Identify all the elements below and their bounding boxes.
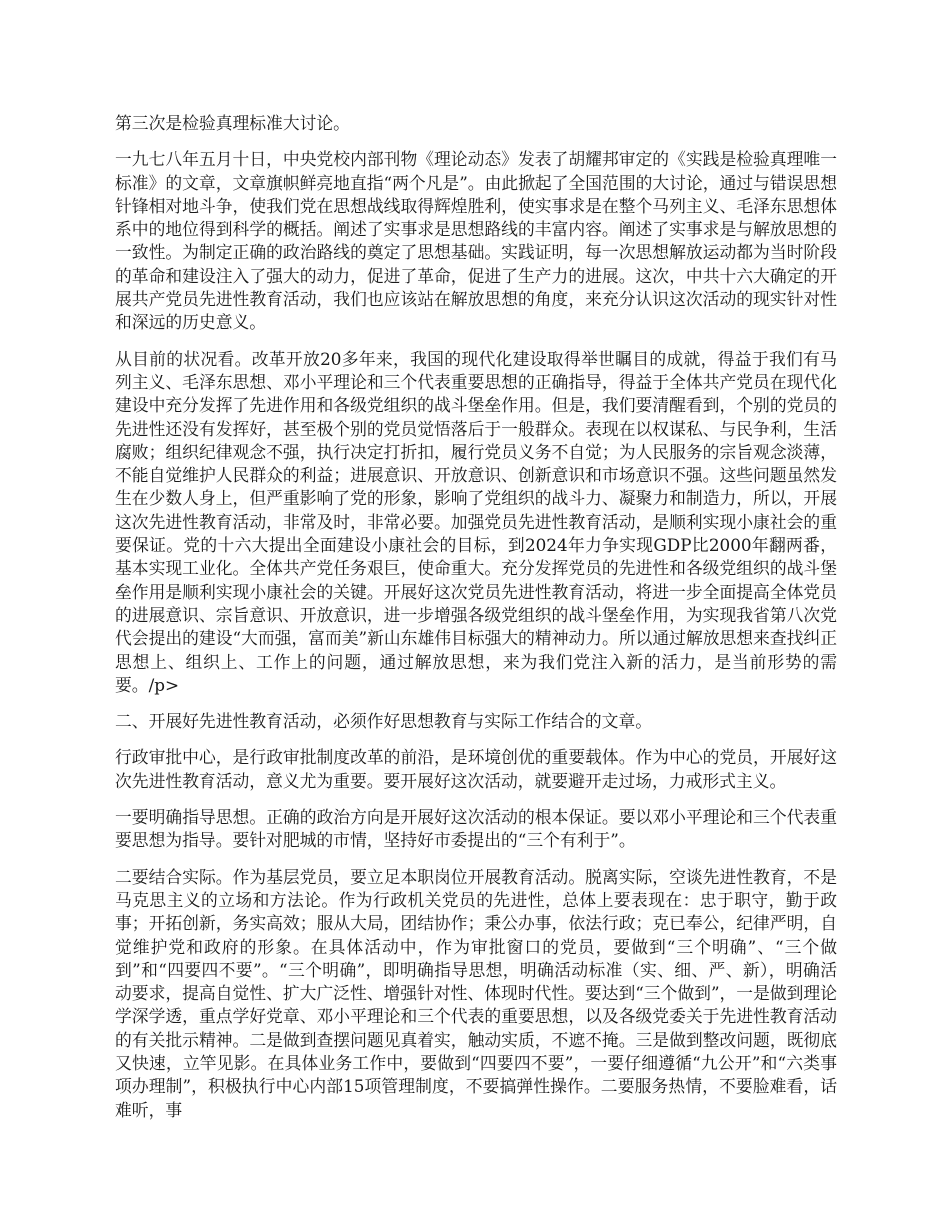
document-body xyxy=(115,112,837,1135)
paragraph-guiding-thought: 一要明确指导思想。正确的政治方向是开展好这次活动的根本保证。要以邓小平理论和三个代表重要思想为指导。要针对肥城的市情，坚持好市委提出的“三个有利于”。 xyxy=(115,807,837,851)
paragraph-1978-theory-dynamics: 一九七八年五月十日，中央党校内部刊物《理论动态》发表了胡耀邦审定的《实践是检验真理唯一标准》的文章，文章旗帜鲜亮地直指“两个凡是”。由此掀起了全国范围的大讨论，通过与错误思想针锋相对地斗争，使我们党在思想战线取得辉煌胜利，使实事求是在整个马列主义、毛泽东思想体系中的地位得到科学的概括。阐述了实事求是思想路线的丰富内容。阐述了实事求是与解放思想的一致性。为制定正确的政治路线的奠定了思想基础。实践证明，每一次思想解放运动都为当时阶段的革命和建设注入了强大的动力，促进了革命，促进了生产力的进展。这次，中共十六大确定的开展共产党员先进性教育活动，我们也应该站在解放思想的角度，来充分认识这次活动的现实针对性和深远的历史意义。 xyxy=(115,149,837,333)
paragraph-approval-center: 行政审批中心，是行政审批制度改革的前沿，是环境创优的重要载体。作为中心的党员，开展好这次先进性教育活动，意义尤为重要。要开展好这次活动，就要避开走过场，力戒形式主义。 xyxy=(115,747,837,791)
paragraph-intro-third-discussion: 第三次是检验真理标准大讨论。 xyxy=(115,113,350,133)
paragraph-current-situation: 从目前的状况看。改革开放20多年来，我国的现代化建设取得举世瞩目的成就，得益于我们有马列主义、毛泽东思想、邓小平理论和三个代表重要思想的正确指导，得益于全体共产党员在现代化建设中充分发挥了先进作用和各级党组织的战斗堡垒作用。但是，我们要清醒看到，个别的党员的先进性还没有发挥好，甚至极个别的党员觉悟落后于一般群众。表现在以权谋私、与民争利，生活腐败；组织纪律观念不强，执行决定打折扣，履行党员义务不自觉；为人民服务的宗旨观念淡薄，不能自觉维护人民群众的利益；进展意识、开放意识、创新意识和市场意识不强。这些问题虽然发生在少数人身上，但严重影响了党的形象，影响了党组织的战斗力、凝聚力和制造力，所以，开展这次先进性教育活动，非常及时，非常必要。加强党员先进性教育活动，是顺利实现小康社会的重要保证。党的十六大提出全面建设小康社会的目标，到2024年力争实现GDP比2000年翻两番，基本实现工业化。全体共产党任务艰巨，使命重大。充分发挥党员的先进性和各级党组织的战斗堡垒作用是顺利实现小康社会的关键。开展好这次党员先进性教育活动，将进一步全面提高全体党员的进展意识、宗旨意识、开放意识，进一步增强各级党组织的战斗堡垒作用，为实现我省第八次党代会提出的建设“大而强，富而美”新山东雄伟目标强大的精神动力。所以通过解放思想来查找纠正思想上、组织上、工作上的问题，通过解放思想，来为我们党注入新的活力，是当前形势的需要。/p> xyxy=(115,348,837,695)
section-heading-two: 二、开展好先进性教育活动，必须作好思想教育与实际工作结合的文章。 xyxy=(115,711,653,732)
paragraph-combine-practice: 二要结合实际。作为基层党员，要立足本职岗位开展教育活动。脱离实际，空谈先进性教育，不是马克思主义的立场和方法论。作为行政机关党员的先进性，总体上要表现在：忠于职守，勤于政事；开拓创新，务实高效；服从大局，团结协作；秉公办事，依法行政；克已奉公，纪律严明，自觉维护党和政府的形象。在具体活动中，作为审批窗口的党员，要做到“三个明确”、“三个做到”和“四要四不要”。“三个明确”，即明确指导思想，明确活动标准（实、细、严、新），明确活动要求，提高自觉性、扩大广泛性、增强针对性、体现时代性。要达到“三个做到”，一是做到理论学深学透，重点学好党章、邓小平理论和三个代表的重要思想，以及各级党委关于先进性教育活动的有关批示精神。二是做到查摆问题见真着实，触动实质，不遮不掩。三是做到整改问题，既彻底又快速，立竿见影。在具体业务工作中，要做到“四要四不要”，一要仔细遵循“九公开”和“六类事项办理制”，积极执行中心内部15项管理制度，不要搞弹性操作。二要服务热情，不要脸难看，话难听，事 xyxy=(115,866,837,1120)
